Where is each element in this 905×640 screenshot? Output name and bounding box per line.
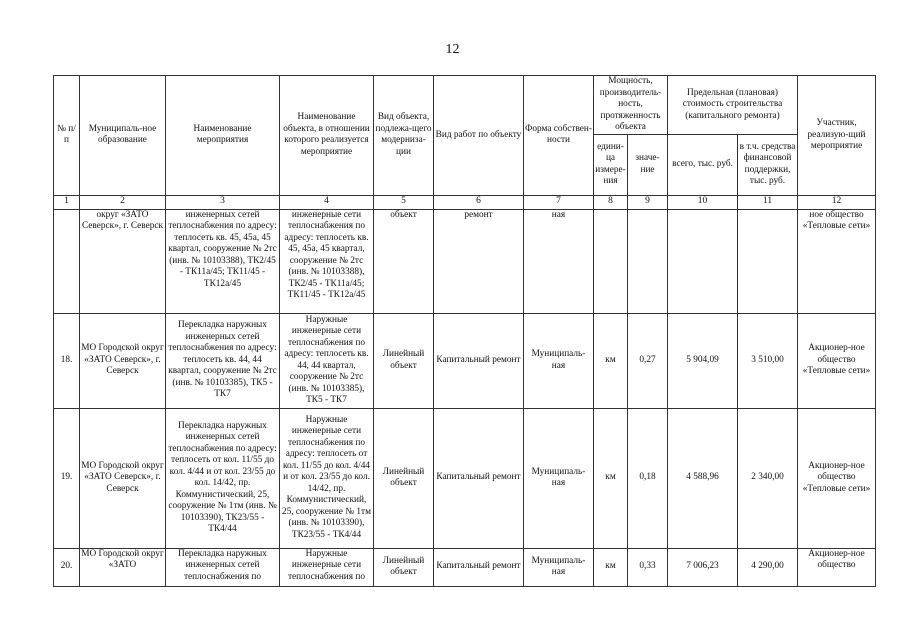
row-cost-total: 5 904,09 bbox=[668, 313, 738, 408]
row-object-type: Линейный объект bbox=[374, 548, 434, 586]
column-numbers-row bbox=[54, 195, 876, 209]
row-participant: Акционер-ное общество «Тепловые сети» bbox=[798, 408, 876, 548]
row-unit: км bbox=[594, 313, 628, 408]
table-row bbox=[54, 408, 876, 548]
header-num: № п/п bbox=[54, 76, 80, 196]
header-capacity-unit: едини-ца измере-ния bbox=[594, 134, 628, 195]
page-number: 12 bbox=[445, 42, 460, 57]
row-event-name: Перекладка наружных инженерных сетей теплоснабжения по адресу: теплосеть кв. 44, 44 квартал, сооружение № 2тс (инв. № 10103385), ТК5 - ТК7 bbox=[166, 313, 280, 408]
row-ownership: Муниципаль-ная bbox=[524, 313, 594, 408]
column-number: 1 bbox=[54, 195, 80, 209]
row-work-type: Капитальный ремонт bbox=[434, 313, 524, 408]
row-num: 18. bbox=[54, 313, 80, 408]
row-object-type: Линейный объект bbox=[374, 408, 434, 548]
row-cost-support bbox=[738, 209, 798, 313]
row-ownership: Муниципаль-ная bbox=[524, 548, 594, 586]
row-municipality: МО Городской округ «ЗАТО Северск», г. Северск bbox=[80, 408, 166, 548]
row-participant: Акционер-ное общество bbox=[798, 548, 876, 586]
row-municipality: МО Городской округ «ЗАТО Северск», г. Северск bbox=[80, 313, 166, 408]
row-municipality: МО Городской округ «ЗАТО bbox=[80, 548, 166, 586]
column-number: 4 bbox=[280, 195, 374, 209]
row-value: 0,18 bbox=[628, 408, 668, 548]
row-cost-support: 3 510,00 bbox=[738, 313, 798, 408]
header-capacity: Мощность, производитель-ность, протяженность объекта bbox=[594, 76, 668, 135]
column-number: 5 bbox=[374, 195, 434, 209]
row-event-name: Перекладка наружных инженерных сетей теплоснабжения по адресу: теплосеть от кол. 11/55 до кол. 4/44 и от кол. 23/55 до кол. 14/42, пр. Коммунистический, 25, сооружение № 1тм (инв. № 10103390), ТК23/55 - ТК4/44 bbox=[166, 408, 280, 548]
row-num: 19. bbox=[54, 408, 80, 548]
row-ownership: ная bbox=[524, 209, 594, 313]
column-number: 7 bbox=[524, 195, 594, 209]
row-unit: км bbox=[594, 408, 628, 548]
row-object-type: объект bbox=[374, 209, 434, 313]
header-cost-support: в т.ч. средства финансовой поддержки, тыс. руб. bbox=[738, 134, 798, 195]
row-num bbox=[54, 209, 80, 313]
row-work-type: Капитальный ремонт bbox=[434, 548, 524, 586]
row-municipality: округ «ЗАТО Северск», г. Северск bbox=[80, 209, 166, 313]
header-capacity-value: значе-ние bbox=[628, 134, 668, 195]
header-row-1 bbox=[54, 76, 876, 135]
table-row bbox=[54, 209, 876, 313]
row-unit: км bbox=[594, 548, 628, 586]
row-cost-total bbox=[668, 209, 738, 313]
row-cost-support: 2 340,00 bbox=[738, 408, 798, 548]
header-cost: Предельная (плановая) стоимость строительства (капитального ремонта) bbox=[668, 76, 798, 135]
header-object-name: Наименование объекта, в отношении которого реализуется мероприятие bbox=[280, 76, 374, 196]
row-object-name: Наружные инженерные сети теплоснабжения по адресу: теплосеть от кол. 11/55 до кол. 4/44 и от кол. 23/55 до кол. 14/42, пр. Коммунистический, 25, сооружение № 1тм (инв. № 10103390), ТК23/55 - ТК4/44 bbox=[280, 408, 374, 548]
column-number: 12 bbox=[798, 195, 876, 209]
row-participant: ное общество «Тепловые сети» bbox=[798, 209, 876, 313]
row-ownership: Муниципаль-ная bbox=[524, 408, 594, 548]
column-number: 6 bbox=[434, 195, 524, 209]
column-number: 2 bbox=[80, 195, 166, 209]
table-row bbox=[54, 548, 876, 586]
row-cost-total: 4 588,96 bbox=[668, 408, 738, 548]
row-unit bbox=[594, 209, 628, 313]
header-cost-total: всего, тыс. руб. bbox=[668, 134, 738, 195]
header-work-type: Вид работ по объекту bbox=[434, 76, 524, 196]
header-object-type: Вид объекта, подлежа-щего модерниза-ции bbox=[374, 76, 434, 196]
row-work-type: ремонт bbox=[434, 209, 524, 313]
row-object-name: Наружные инженерные сети теплоснабжения по bbox=[280, 548, 374, 586]
header-participant: Участник, реализую-щий мероприятие bbox=[798, 76, 876, 196]
column-number: 10 bbox=[668, 195, 738, 209]
row-participant: Акционер-ное общество «Тепловые сети» bbox=[798, 313, 876, 408]
column-number: 9 bbox=[628, 195, 668, 209]
row-value: 0,33 bbox=[628, 548, 668, 586]
row-work-type: Капитальный ремонт bbox=[434, 408, 524, 548]
row-num: 20. bbox=[54, 548, 80, 586]
row-value bbox=[628, 209, 668, 313]
column-number: 11 bbox=[738, 195, 798, 209]
header-event-name: Наименование мероприятия bbox=[166, 76, 280, 196]
header-municipality: Муниципаль-ное образование bbox=[80, 76, 166, 196]
column-number: 3 bbox=[166, 195, 280, 209]
row-event-name: инженерных сетей теплоснабжения по адресу: теплосеть кв. 45, 45а, 45 квартал, сооружение № 2тс (инв. № 10103388), ТК2/45 - ТК11а/45; ТК11/45 - ТК12а/45 bbox=[166, 209, 280, 313]
row-value: 0,27 bbox=[628, 313, 668, 408]
row-object-name: Наружные инженерные сети теплоснабжения по адресу: теплосеть кв. 44, 44 квартал, сооружение № 2тс (инв. № 10103385), ТК5 - ТК7 bbox=[280, 313, 374, 408]
table-row bbox=[54, 313, 876, 408]
row-cost-support: 4 290,00 bbox=[738, 548, 798, 586]
column-number: 8 bbox=[594, 195, 628, 209]
row-event-name: Перекладка наружных инженерных сетей теплоснабжения по bbox=[166, 548, 280, 586]
row-object-type: Линейный объект bbox=[374, 313, 434, 408]
row-cost-total: 7 006,23 bbox=[668, 548, 738, 586]
header-ownership: Форма собствен-ности bbox=[524, 76, 594, 196]
row-object-name: инженерные сети теплоснабжения по адресу: теплосеть кв. 45, 45а, 45 квартал, сооружение № 2тс (инв. № 10103388), ТК2/45 - ТК11а/45; ТК11/45 - ТК12а/45 bbox=[280, 209, 374, 313]
investment-table bbox=[53, 75, 876, 587]
